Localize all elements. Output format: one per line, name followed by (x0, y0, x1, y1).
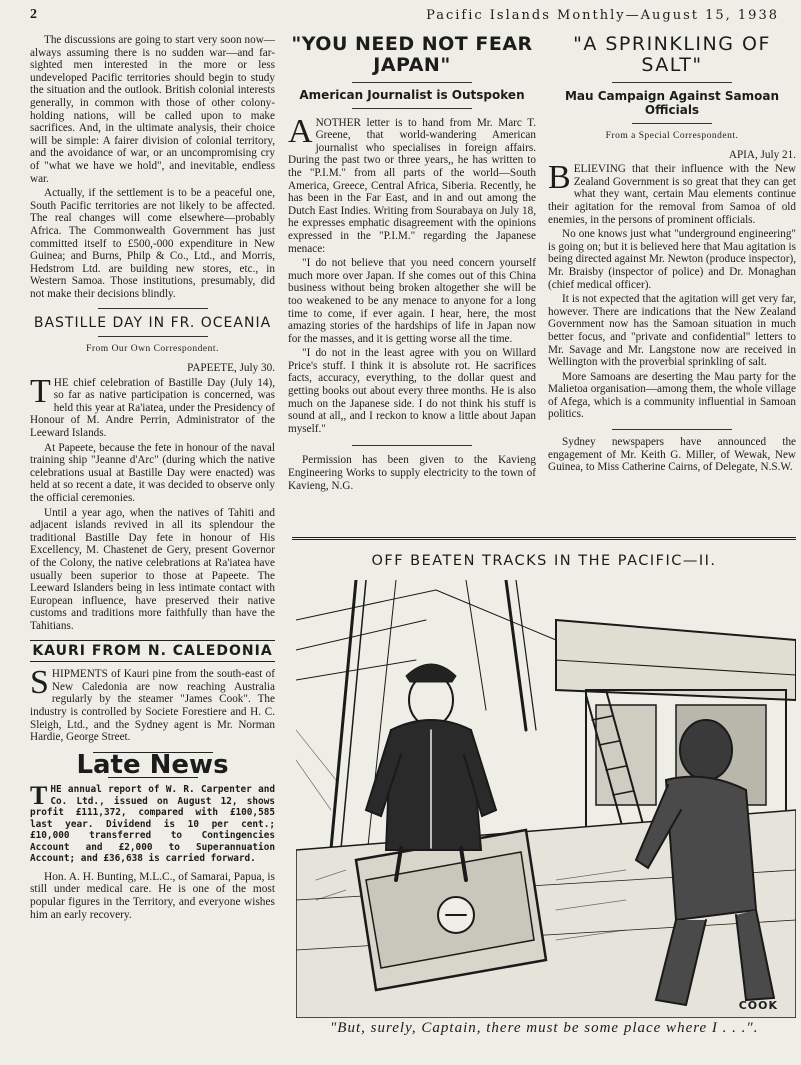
japan-headline: "YOU NEED NOT FEAR JAPAN" (291, 33, 533, 76)
divider (30, 640, 275, 641)
late-news-paragraph: THE annual report of W. R. Carpenter and Co. Ltd., issued on August 12, shows profit £111,372, compared with £100,585 last year. Dividend is 10 per cent.; £10,000 transferred to Contingencies Account and £2,000 to Superannuation Account; and £36,638 is carried forward. (30, 781, 275, 865)
bastille-paragraph: At Papeete, because the fete in honour of the naval training ship "Jeanne d'Arc" (during which the native celebrations usual at Bastille Day were enacted) was held at so recent a date, it was decided to observe only the official ceremonies. (30, 441, 275, 504)
late-news-paragraph: Hon. A. H. Bunting, M.L.C., of Samarai, Papua, is still under medical care. He is one of the most popular figures in the Territory, and everyone wishes him an early recovery. (30, 870, 275, 921)
intro-paragraph: Actually, if the settlement is to be a peaceful one, South Pacific territories are not likely to be affected. The real changes will come elsewhere—probably Africa. The Commonwealth Government has just committed itself to £500,-000 expenditure in New Guinea; and Burns, Philp & Co., Ltd., and Morris, Hedstrom Ltd. are building new stores, etc., in Western Samoa. Those institutions, presumably, did not make their decisions blindly. (30, 187, 275, 300)
divider (98, 308, 208, 309)
kauri-paragraph: SHIPMENTS of Kauri pine from the south-east of New Caledonia are now reaching Australia regularly by the steamer "James Cook". The industry is controlled by Societe Forestiere and H. C. Sleigh, Ltd., and the Sydney agent is Mr. Norman Hardie, George Street. (30, 664, 275, 744)
late-news-headline: Late News (76, 749, 229, 780)
column-middle (288, 34, 536, 494)
bastille-paragraph: THE chief celebration of Bastille Day (July 14), so far as native participation is concerned, was held this year at Ra'iatea, under the Presidency of Honour of M. Andre Perrin, Administrator of the Leeward Islands. (30, 372, 275, 440)
drop-cap: T (30, 781, 48, 811)
drop-cap: S (30, 664, 49, 702)
bastille-paragraph: Until a year ago, when the natives of Tahiti and adjacent islands revived in all its splendour the traditional Bastille Day fete in honour of His Excellency, M. Chastenet de Gery, present Governor of the Colony, the native celebrations at Ra'iatea have usually been superior to those at Papeete. The Leeward Islanders being in less intimate contact with European influence, have preserved their native customs and traditions more faithfully than have the Tahitians. (30, 506, 275, 632)
artist-signature: COOK (738, 999, 778, 1012)
column-left (30, 34, 275, 923)
publication-header: Pacific Islands Monthly—August 15, 1938 (426, 8, 779, 23)
section-divider (292, 537, 796, 540)
page-number: 2 (30, 7, 37, 22)
kauri-headline: KAURI FROM N. CALEDONIA (32, 642, 273, 659)
drop-cap: A (288, 112, 313, 150)
salt-paragraph: No one knows just what "underground engineering" is going on; but it is believed here that Mau agitation is being directed against Mr. Newton (produce inspector), Mr. Braisby (inspector of police) and Dr. Monaghan (chief medical officer). (548, 228, 796, 291)
japan-paragraph: ANOTHER letter is to hand from Mr. Marc T. Greene, that world-wandering American journalist who specialises in foreign affairs. During the past two or three years,, he has written to the "P.I.M." from all parts of the world—South America, Greece, Central Africa, Siberia. Recently, he has been in the Far East, and in and out among the Dutch East Indies. Writing from Sourabaya on July 18, he expresses emphatic disagreement with the opinions expressed in the "P.I.M." regarding the Japanese menace: (288, 112, 536, 255)
cartoon-caption: "But, surely, Captain, there must be some place where I . . .". (330, 1020, 759, 1036)
salt-paragraph: It is not expected that the agitation will get very far, however. There are indications that the New Zealand Government now has the Samoan situation in much better focus, and "private and confidential" letters to Mr. Savage and Mr. Langstone now are received in Wellington with the proverbial sprinkling of salt. (548, 293, 796, 369)
japan-paragraph: "I do not believe that you need concern yourself much more over Japan. If she comes out of this China business without being broken altogether she will be too weakened to be any menace to anyone for a long time to come, if ever again. I hear, here, the most amazing stories of the hardships of life in Japan now for the masses, and it is getting worse all the time. (288, 257, 536, 345)
divider (612, 82, 732, 83)
salt-dateline: APIA, July 21. (728, 148, 796, 161)
divider (352, 82, 472, 83)
cartoon-illustration (296, 580, 796, 1018)
japan-subheadline: American Journalist is Outspoken (299, 88, 525, 102)
divider (352, 108, 472, 109)
divider (612, 429, 732, 430)
divider (98, 336, 208, 337)
intro-paragraph: The discussions are going to start very soon now—always assuming there is no sudden war—and far-sighted men interested in the more or less undeveloped Pacific territories should begin to study the situation and the outlook. British colonial interests generally, in common with those of other colony-holding nations, will be called upon to make sacrifices. And, in the ultimate analysis, their choice will be simple: A fairer division of colonial territory, and the avoidance of war, or an uncompromising cry of "what we have we hold", and inevitable, endless war. (30, 34, 275, 185)
salt-paragraph: More Samoans are deserting the Mau party for the Malietoa organisation—among them, the whole village of Afega, which is a community influential in Samoan politics. (548, 370, 796, 421)
salt-headline: "A SPRINKLING OF SALT" (573, 33, 771, 76)
salt-paragraph: BELIEVING that their influence with the New Zealand Government is so great that they can get what they want, certain Mau elements continue their agitation for the removal from Samoa of old enemies, in the persons of prominent officials. (548, 159, 796, 226)
column-right (548, 34, 796, 476)
cartoon-drawing (296, 580, 796, 1018)
drop-cap: B (548, 159, 571, 197)
divider (352, 445, 472, 446)
engagement-paragraph: Sydney newspapers have announced the engagement of Mr. Keith G. Miller, of Wewak, New Guinea, to Miss Catherine Cairns, of Delegate, N.S.W. (548, 436, 796, 474)
bastille-byline: From Our Own Correspondent. (86, 344, 219, 355)
japan-paragraph: "I do not in the least agree with you on Willard Price's stuff. I think it is absolute rot. He sacrifices facts, accuracy, everything, to the dollar quest and getting books out about every three months. He is also much on the Japanese side. I do not think his stuff is sound at all,, and I reckon to know a little about Japan myself." (288, 347, 536, 435)
drop-cap: T (30, 372, 51, 410)
bastille-dateline: PAPEETE, July 30. (187, 362, 275, 375)
salt-subheadline: Mau Campaign Against Samoan Officials (564, 89, 780, 117)
divider (30, 661, 275, 662)
divider (632, 123, 712, 124)
salt-byline: From a Special Correspondent. (605, 131, 739, 141)
cartoon-title: OFF BEATEN TRACKS IN THE PACIFIC—II. (371, 553, 717, 569)
kavieng-paragraph: Permission has been given to the Kavieng Engineering Works to supply electricity to the town of Kavieng, N.G. (288, 454, 536, 492)
bastille-headline: BASTILLE DAY IN FR. OCEANIA (33, 315, 272, 332)
